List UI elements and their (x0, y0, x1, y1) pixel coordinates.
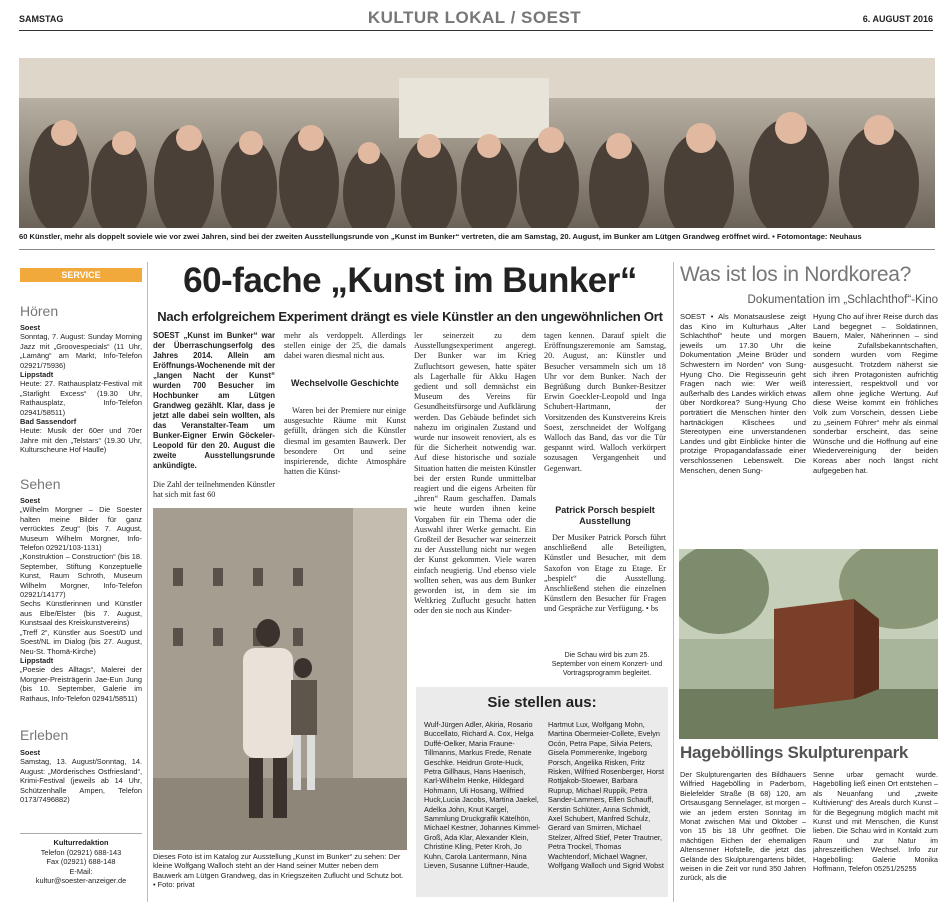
contact-rule (20, 833, 142, 834)
top-photo (19, 58, 935, 228)
exhibitors-title: Sie stellen aus: (487, 694, 597, 711)
main-note: Die Schau wird bis zum 25. September von einem Konzert- und Vortragsprogramm begleitet. (551, 652, 663, 677)
historic-photo-image (153, 508, 407, 850)
contact-box (20, 838, 142, 886)
sehen-item: Soest (20, 496, 41, 505)
main-col2-top: mehr als verdoppelt. Allerdings stellen einige der 25, die damals dabei waren diesmal nicht aus. (284, 331, 406, 361)
header-rule (19, 30, 933, 31)
main-subhead: Nach erfolgreichem Experiment drängt es viele Künstler an den ungewöhnlichen Ort (157, 309, 663, 324)
main-headline: 60-fache „Kunst im Bunker“ (183, 261, 637, 300)
separator-right (673, 262, 674, 902)
contact-email-label: E-Mail: (69, 866, 93, 876)
main-subhead-2: Patrick Porsch bespielt Ausstellung (555, 505, 655, 526)
main-col1-text: Die Zahl der teilnehmenden Künstler hat sich mit fast 60 (153, 480, 275, 500)
top-photo-caption: 60 Künstler, mehr als doppelt soviele wie vor zwei Jahren, sind bei der zweiten Ausstellungsrunde von „Kunst im Bunker“ vertreten, die am Samstag, 20. August, im Bunker am Lütgen Grandweg eröffnet wird. • Fotomontage: Neuhaus (19, 232, 862, 241)
caption-rule (19, 249, 935, 250)
sehen-item: „Wilhelm Morgner – Die Soester halten meine Bilder für ganz verrücktes Zeug“ (bis 7. August, Museum Wilhelm Morgner, Info-Telefon 02921/103-1131) (20, 505, 142, 553)
hoeren-heading: Hören (20, 303, 59, 319)
sehen-heading: Sehen (20, 476, 61, 492)
hoeren-item: Heute: Musik der 60er und 70er Jahre mit den „Telstars“ (19.30 Uhr, Kulturscheune Hof Haulle) (20, 426, 142, 455)
contact-email-link[interactable]: kultur@soester-anzeiger.de (35, 876, 127, 886)
sculpture-col2: Senne urbar gemacht wurde. Hagebölling ließ einen Ort entstehen – als Neuanfang und „zweite Kultivierung“ des Areals durch Kunst – für die Begegnung möglich macht mit Kunst und mit Menschen, die Kunst lieben. Die Schau wird in Kontakt zum Raum und zur Natur im jahreszeitlichen Wechsel. Info zur Hagebölling: Galerie Monika Hoffmann, Telefon 05251/25255 (813, 770, 938, 874)
main-col2-body: Waren bei der Premiere nur einige ausgesuchte Räume mit Kunst gefüllt, drängen sich die Künstler diesmal im gesamten Bauwerk. Der besondere Ort und seine inspirierende, dichte Atmosphäre hatten die Künst- (284, 406, 406, 477)
historic-photo-caption: Dieses Foto ist im Katalog zur Ausstellung „Kunst im Bunker“ zu sehen: Der kleine Wolfgang Walloch steht an der Hand seiner Mutter neben dem Bauwerk am Lütgen Grandweg, das in Kriegszeiten Zuflucht und Schutz bot. • Foto: privat (153, 852, 404, 890)
right-col2: Hyung Cho auf ihrer Reise durch das Land begegnet – Soldatinnen, Bauern, Maler, Näherinnen – sind keine Zufallsbekanntschaften, sondern wurden vom Regime ausgesucht. Trotzdem näherst sie sich ihren Protagonisten aufrichtig interessiert, respektvoll und vor allem ohne jegliche Wertung. Auf diese Weise kommt ein fröhliches Volk zum Vorschein, dessen Liebe zu „seinem Führer“ mehr als einmal sonderbar erscheint, das seine Wünsche und die Hoffnung auf eine Wiedervereinigung der beiden Koreas aber noch längst nicht aufgegeben hat. (813, 312, 938, 475)
main-col4-body: Der Musiker Patrick Porsch führt anschließend alle Beteiligten, Künstler und Besucher, mit dem Saxofon von Etage zu Etage. Er „bespielt“ die Ausstellung. Anschließend stehen die einzelnen Künstlern den Besucher für Fragen und Gespräche zur Verfügung. • bs (544, 533, 666, 614)
right-headline: Was ist los in Nordkorea? (680, 263, 911, 286)
contact-phone: Telefon (02921) 688-143 (40, 847, 122, 857)
erleben-heading: Erleben (20, 727, 69, 743)
header-date: 6. AUGUST 2016 (862, 14, 933, 24)
exhibitors-col1: Wulf-Jürgen Adler, Akiria, Rosario Buccellato, Richard A. Cox, Helga Duffé-Oelker, Maria Fraune-Tillmanns, Markus Frede, Renate Geschke. Heidrun Grote-Huck, Petra Gillhaus, Hans Haenisch, Karl-Wilhelm Henke, Hildegard Hohmann, Uli Hosang, Wilfried Huck,Lucia Jacobs, Martina Jaekel, Adelka John, Knut Kargel, Sammlung Druckgrafik Kätelhön, Michael Kestner, Johannes Kimmel-Groß, Ada Klar, Alexander Klein, Christine Kling, Peter Kroh, Jo Kuhn, Carola Lantermann, Nina Lieven, Susanne Lüftner-Haude, (424, 720, 541, 871)
erleben-item: Samstag, 13. August/Sonntag, 14. August: „Mörderisches Ostfriesland“, Krimi-Festival (jeweils ab 14 Uhr, Schützenhalle Ampen, Telefon 0173/7496882) (20, 757, 142, 805)
sculpture-headline: Hageböllings Skulpturenpark (680, 743, 909, 762)
main-col4-top: tagen kennen. Darauf spielt die Eröffnungszeremonie am Samstag, 20. August, an: Künstler und Besucher versammeln sich um 18 Uhr vor dem Bunker. Nach der Begrüßung durch Bunker-Besitzer Erwin Goeckler-Leopold und Inga Schubert-Hartmann, der Vorsitzenden des Kunstvereins Kreis Soest, zerschneidet der Wolfgang Walloch das Band, das vor die Tür gespannt wird. Walloch verkörpert sozusagen Vergangenheit und Gegenwart. (544, 331, 666, 473)
sehen-item: Lippstadt (20, 655, 54, 665)
erleben-item: Soest (20, 748, 41, 757)
separator-left (147, 262, 148, 902)
header-day: SAMSTAG (19, 14, 64, 24)
right-subhead: Dokumentation im „Schlachthof“-Kino (747, 294, 938, 306)
sehen-item: „Treff 2“, Künstler aus Soest/D und Soest/NL im Dialog (bis 27. August, Neu-St. Thomä-Kirche) (20, 627, 142, 656)
sehen-list (20, 496, 142, 703)
historic-photo (153, 508, 407, 850)
group-photo-image (19, 58, 935, 228)
service-badge: SERVICE (20, 268, 142, 282)
hoeren-item: Soest (20, 323, 41, 332)
exhibitors-col2: Hartmut Lux, Wolfgang Mohn, Martina Obermeier-Collete, Evelyn Ocón, Petra Pape, Silvia Peters, Gisela Pommerenke, Ingeborg Porsch, Angelika Risken, Fritz Risken, Wilfried Rosenberger, Horst Rottjakob-Stoewer, Barbara Ruprup, Michael Ruppik, Petra Sander-Lammers, Ellen Schauff, Kerstin Schlüter, Anna Schmidt, Axel Schubert, Manfred Schulz, Gerard van Smirren, Michael Stelzer, Alfred Stief, Peter Trautner, Petra Trockel, Thomas Wachtendorf, Michael Wagner, Wolfgang Walloch und Sigrid Wobst (548, 720, 664, 871)
erleben-list (20, 748, 142, 804)
sehen-item: Sechs Künstlerinnen und Künstler aus Elbe/Elster (bis 7. August, Kunstsaal des Kreiskunstvereins) (20, 599, 142, 628)
contact-title: Kulturredaktion (53, 838, 109, 847)
hoeren-list (20, 323, 142, 455)
main-subhead-1: Wechselvolle Geschichte (291, 378, 399, 388)
sculpture-col1: Der Skulpturengarten des Bildhauers Wilfried Hagebölling in Paderborn, Bielefelder Straße (B 68) 120, am Ortsausgang Sennelager, ist morgen – wie an jedem ersten Sonntag im Monat zwischen Mai und Oktober – von 15 bis 18 Uhr geöffnet. Die mächtigen Eichen der ehemaligen Altensenner Hofstelle, die jetzt das Gelände des Skulpturengartens bildet, weisen in die Zeit vor rund 350 Jahren zurück, als die (680, 770, 806, 883)
hoeren-item: Lippstadt (20, 370, 54, 380)
hoeren-item: Heute: 27. Rathausplatz-Festival mit „Starlight Excess“ (19.30 Uhr, Rathausplatz, Info-Telefon 02941/58511) (20, 379, 142, 417)
main-col3-text: ler seinerzeit zu dem Ausstellungsexperiment angeregt. Der Bunker war im Krieg Zufluchtsort gewesen, hatte später als Lagerhalle für Akku Hagen gedient und soll demnächst ein Museum des Vereins für Gesundheitsfürsorge und Aufklärung werden. Das Gebäude befindet sich nahezu im originalen Zustand und wurde nur insoweit renoviert, als es für die Sicherheit notwendig war. Auf diese historische und soziale Situation hatten die meisten Künstler bei der ersten Runde unmittelbar reagiert und die eigens Arbeiten für „ihren“ Raum geschaffen. Damals wie heute wurden ihnen keine Vorgaben für ein Thema oder die Auswahl ihrer Werke gemacht. Ein Großteil der Besucher war seinerzeit zu der Ausstellung nicht nur wegen der Kunst gekommen. Viele waren einfach neugierig. Und ebenso viele wollten sehen, was aus dem Bunker geworden ist, in dem sie im Weltkrieg Zuflucht gesucht hatten oder den sie noch aus Kinder- (414, 331, 536, 616)
right-col1: SOEST • Als Monatsauslese zeigt das Kino im Kulturhaus „Alter Schlachthof“ heute und morgen jeweils um 17.30 Uhr die Dokumentation „Meine Brüder und Schwestern im Norden“ von Sung-Hyung Cho. Die Regisseurin geht Fragen nach wie: Wer weiß außerhalb des Landes wirklich etwas über Nordkorea? Sung-Hyung Cho porträtiert die Menschen hinter den hartnäckigen Klischees und Stereotypen eine unverstandenen Landes und gibt Einblicke hinter die protzige Propagandafassade einer verschlossenen Lebenswelt. Die Menschen, denen Sung- (680, 312, 806, 475)
sehen-item: „Poesie des Alltags“, Malerei der Morgner-Preisträgerin Jae-Eun Jung (bis 10. September, Galerie im Rathaus, Info-Telefon 02941/58511) (20, 665, 142, 703)
main-lead: SOEST „Kunst im Bunker“ war der Überraschungserfolg des Jahres 2014. Allein am Eröffnungs-Wochenende mit der „langen Nacht der Kunst“ wurden 700 Besucher im Hochbunker am Lütgen Grandweg gezählt. Klar, dass je jetzt alle dabei sein wollten, als das Veranstalter-Team um Bunker-Eigner Erwin Göckeler-Leopold für den 20. August die zweite Ausstellungsrunde ankündigte. (153, 331, 275, 470)
sehen-item: „Konstruktion – Construction“ (bis 18. September, Stiftung Konzeptuelle Kunst, Raum Schroth, Museum Wilhelm Morgner, Info-Telefon 02921/14177) (20, 552, 142, 600)
sculpture-photo-image (679, 549, 938, 739)
hoeren-item: Sonntag, 7. August: Sunday Morning Jazz mit „Groovespecials“ (11 Uhr, „Lamäng“ am Markt, Info-Telefon 02921/75936) (20, 332, 142, 370)
section-title: KULTUR LOKAL / SOEST (367, 8, 582, 27)
sculpture-photo (679, 549, 938, 739)
hoeren-item: Bad Sassendorf (20, 417, 77, 427)
contact-fax: Fax (02921) 688-148 (46, 857, 116, 867)
